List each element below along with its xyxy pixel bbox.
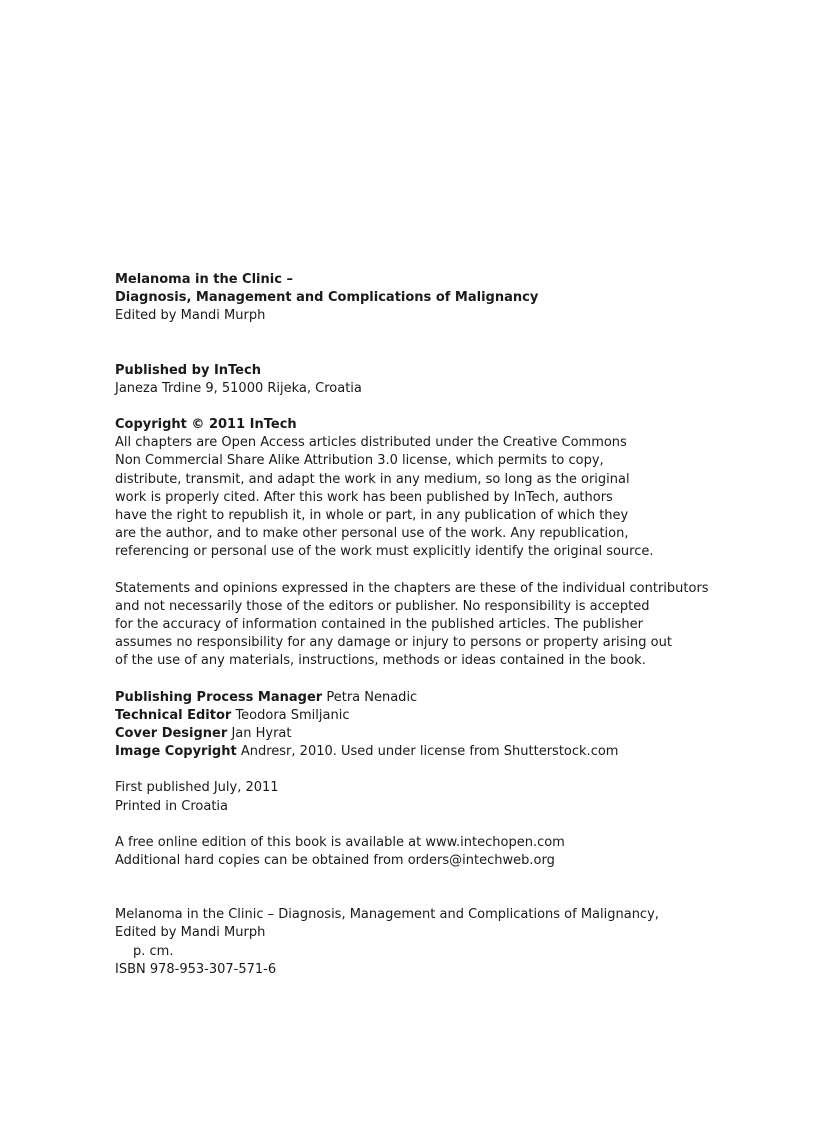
- isbn: ISBN 978-953-307-571-6: [115, 961, 277, 977]
- credit-image-copyright: [115, 743, 755, 761]
- printed-in: Printed in Croatia: [115, 798, 229, 814]
- copyright-line: work is properly cited. After this work has been published by InTech, authors: [115, 489, 613, 505]
- book-title-line-2: Diagnosis, Management and Complications of Malignancy: [115, 290, 539, 306]
- cip-pcm: p. cm.: [133, 943, 174, 959]
- copyright-line: distribute, transmit, and adapt the work in any medium, so long as the original: [115, 471, 630, 487]
- credit-name: Teodora Smiljanic: [235, 707, 350, 723]
- title-block: [115, 271, 755, 326]
- credit-technical-editor: [115, 707, 755, 725]
- disclaimer-line: and not necessarily those of the editors or publisher. No responsibility is accepted: [115, 598, 650, 614]
- copyright-line: All chapters are Open Access articles distributed under the Creative Commons: [115, 435, 627, 451]
- copyright-line: are the author, and to make other personal use of the work. Any republication,: [115, 526, 629, 542]
- credit-role: Cover Designer: [115, 726, 228, 742]
- cip-edited-by: Edited by Mandi Murph: [115, 925, 266, 941]
- credit-role: Image Copyright: [115, 744, 237, 760]
- credits-block: [115, 689, 755, 762]
- disclaimer-block: [115, 580, 755, 671]
- availability-block: [115, 834, 755, 870]
- spacer: [115, 398, 755, 416]
- published-by: Published by InTech: [115, 362, 261, 378]
- spacer: [115, 816, 755, 834]
- disclaimer-line: for the accuracy of information contained in the published articles. The publisher: [115, 617, 643, 633]
- copyright-line: Non Commercial Share Alike Attribution 3.0 license, which permits to copy,: [115, 453, 604, 469]
- publisher-block: [115, 362, 755, 398]
- online-edition-note: A free online edition of this book is available at www.intechopen.com: [115, 834, 565, 850]
- cip-block: [115, 906, 755, 979]
- copyright-block: [115, 416, 755, 562]
- credit-name: Jan Hyrat: [231, 726, 292, 742]
- spacer: [115, 870, 755, 906]
- copyright-heading: Copyright © 2011 InTech: [115, 417, 297, 433]
- publication-block: [115, 779, 755, 815]
- credit-publishing-process-manager: [115, 689, 755, 707]
- credit-name: Petra Nenadic: [326, 689, 418, 705]
- disclaimer-line: Statements and opinions expressed in the chapters are these of the individual contributors: [115, 580, 709, 596]
- disclaimer-line: assumes no responsibility for any damage or injury to persons or property arising out: [115, 635, 672, 651]
- copyright-line: referencing or personal use of the work must explicitly identify the original source.: [115, 544, 654, 560]
- credit-cover-designer: [115, 725, 755, 743]
- copyright-page: [115, 271, 755, 979]
- disclaimer-line: of the use of any materials, instructions, methods or ideas contained in the book.: [115, 653, 646, 669]
- publisher-address: Janeza Trdine 9, 51000 Rijeka, Croatia: [115, 380, 362, 396]
- copyright-line: have the right to republish it, in whole or part, in any publication of which they: [115, 508, 629, 524]
- spacer: [115, 562, 755, 580]
- hard-copies-note: Additional hard copies can be obtained from orders@intechweb.org: [115, 853, 555, 869]
- credit-role: Publishing Process Manager: [115, 689, 323, 705]
- credit-name: Andresr, 2010. Used under license from Shutterstock.com: [240, 744, 619, 760]
- credit-role: Technical Editor: [115, 707, 232, 723]
- book-title-line-1: Melanoma in the Clinic –: [115, 272, 293, 287]
- first-published: First published July, 2011: [115, 780, 279, 796]
- cip-title: Melanoma in the Clinic – Diagnosis, Management and Complications of Malignancy,: [115, 907, 659, 923]
- spacer: [115, 326, 755, 362]
- edited-by: Edited by Mandi Murph: [115, 308, 266, 324]
- spacer: [115, 671, 755, 689]
- spacer: [115, 761, 755, 779]
